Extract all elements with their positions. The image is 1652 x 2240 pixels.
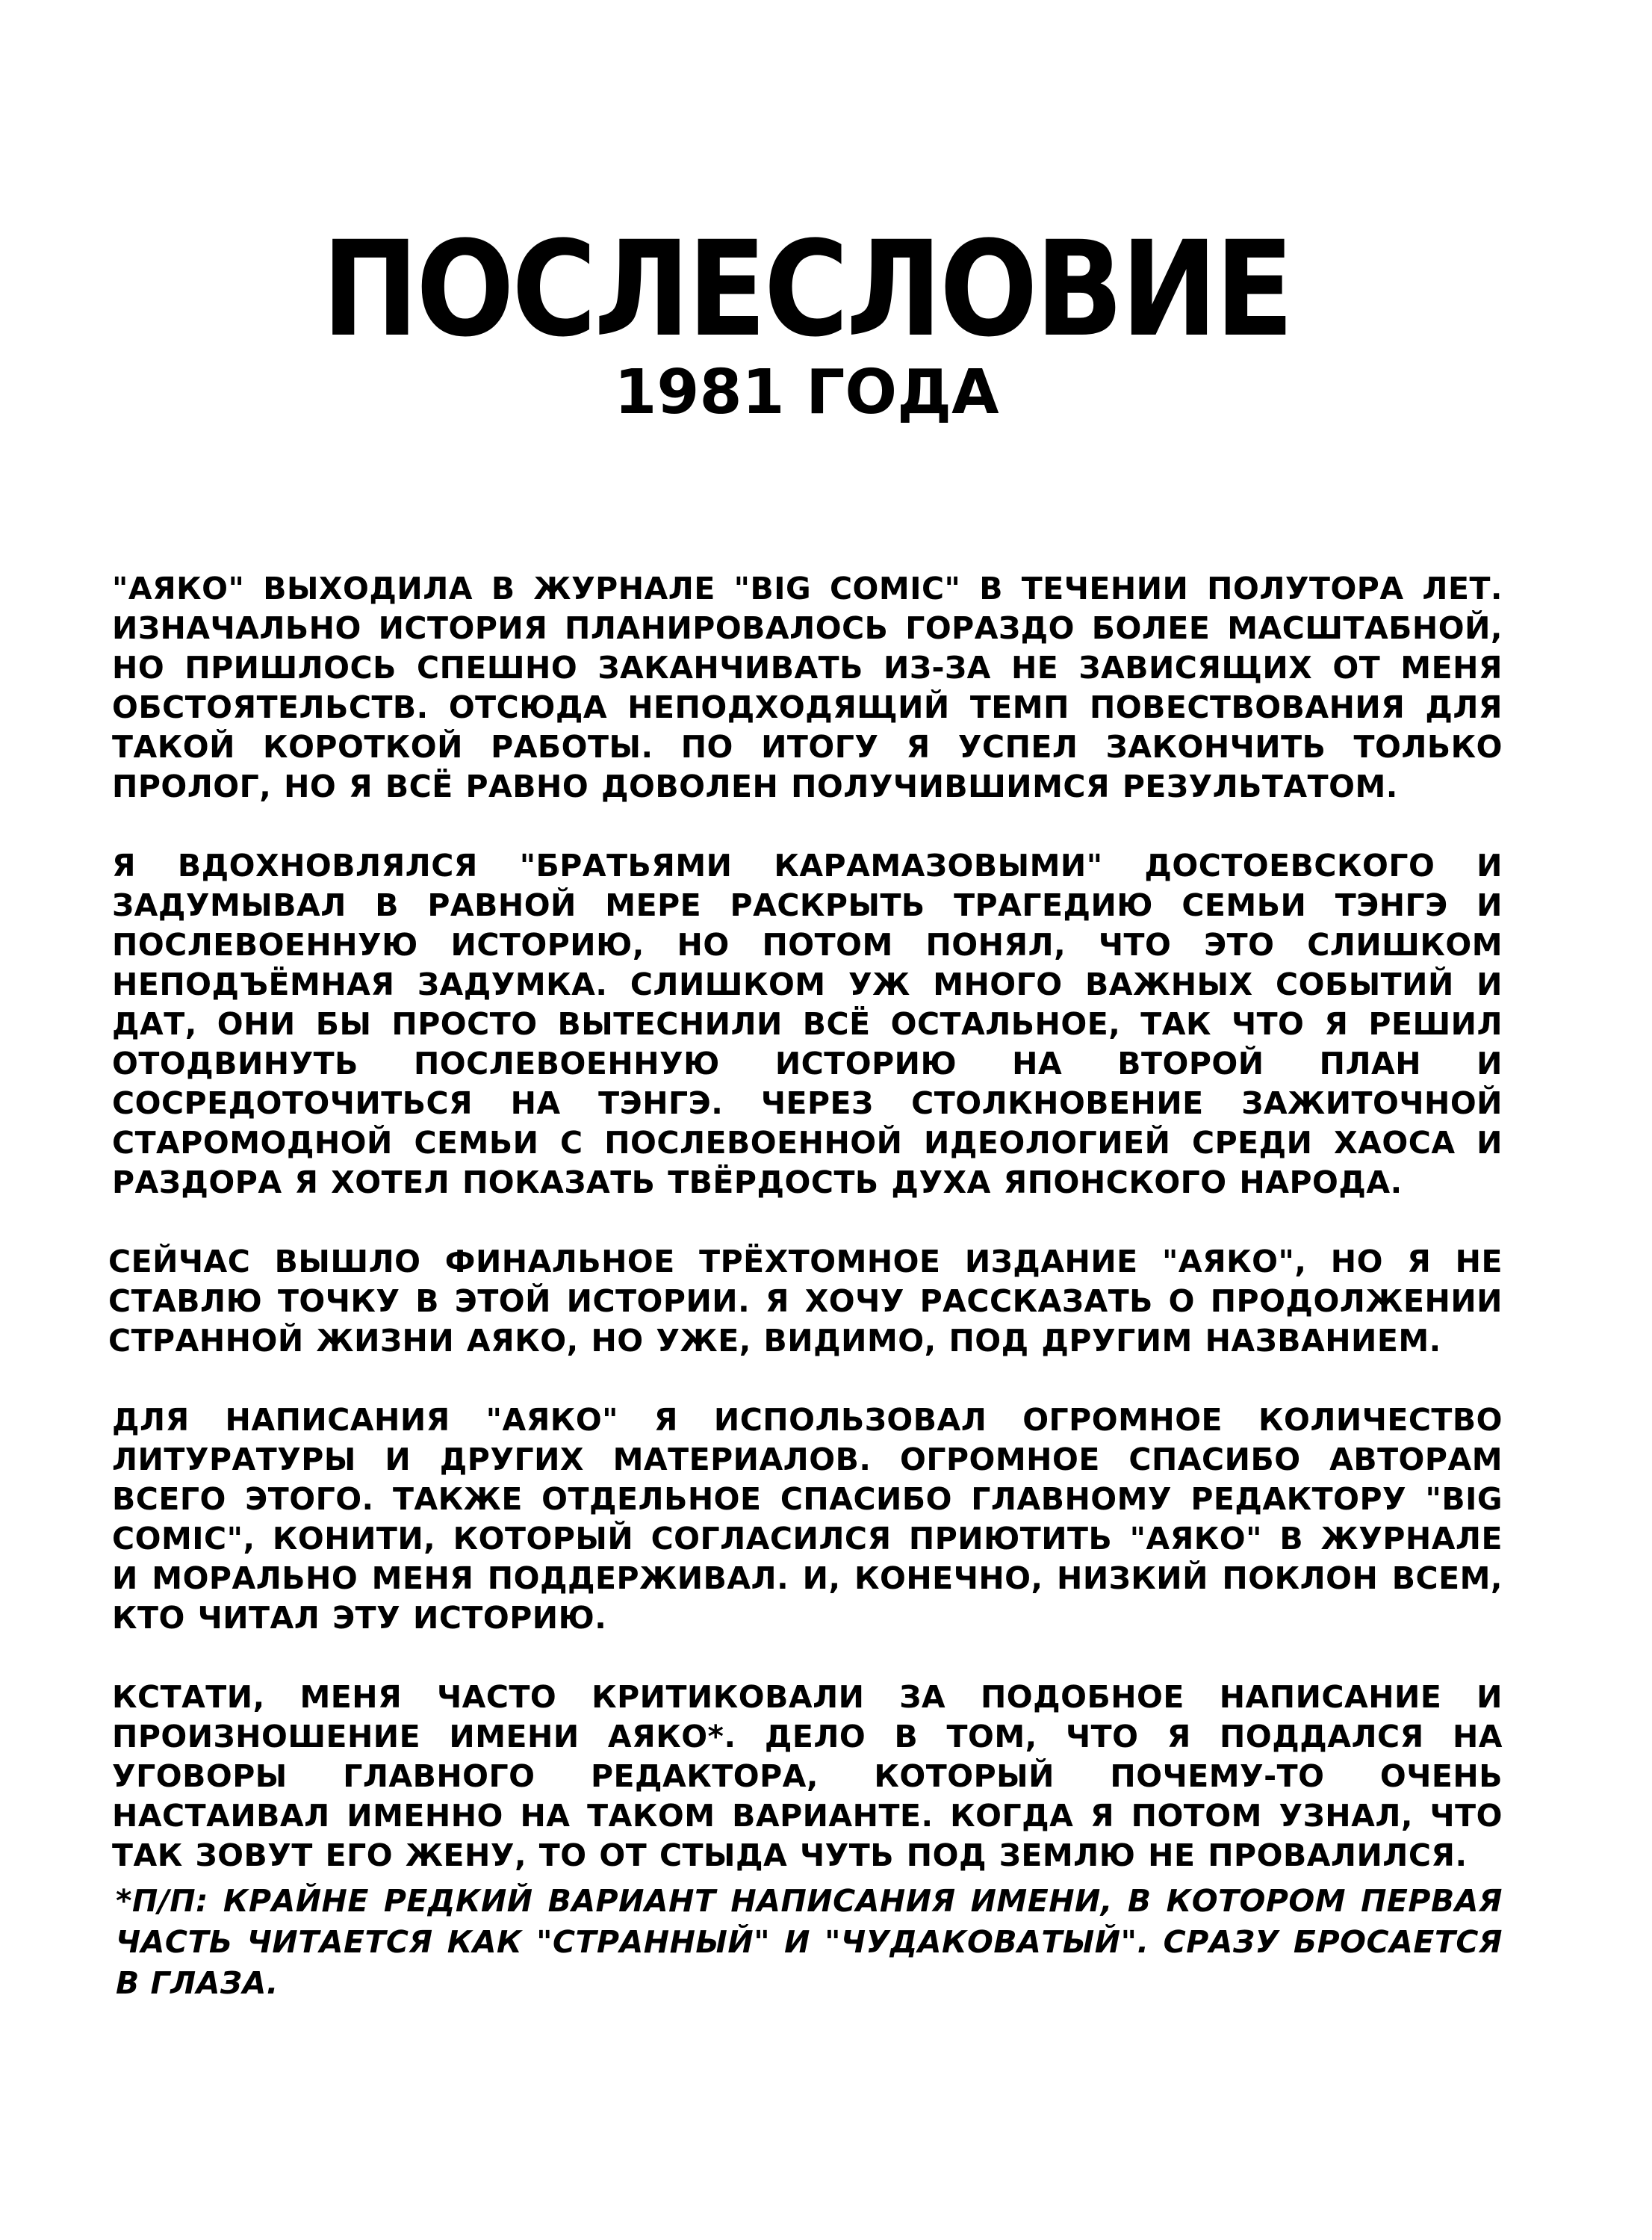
paragraph-acknowledgements: ДЛЯ НАПИСАНИЯ "АЯКО" Я ИСПОЛЬЗОВАЛ ОГРОМНОЕ КОЛИЧЕСТВО ЛИТУРАТУРЫ И ДРУГИХ МАТЕРИАЛОВ. ОГРОМНОЕ СПАСИБО АВТОРАМ ВСЕГО ЭТОГО. ТАКЖЕ ОТДЕЛЬНОЕ СПАСИБО ГЛАВНОМУ РЕДАКТОРУ "BIG COMIC", КОНИТИ, КОТОРЫЙ СОГЛАСИЛСЯ ПРИЮТИТЬ "АЯКО" В ЖУРНАЛЕ И МОРАЛЬНО МЕНЯ ПОДДЕРЖИВАЛ. И, КОНЕЧНО, НИЗКИЙ ПОКЛОН ВСЕМ, КТО ЧИТАЛ ЭТУ ИСТОРИЮ. xyxy=(112,1402,1503,1636)
paragraph-inspiration: Я ВДОХНОВЛЯЛСЯ "БРАТЬЯМИ КАРАМАЗОВЫМИ" ДОСТОЕВСКОГО И ЗАДУМЫВАЛ В РАВНОЙ МЕРЕ РАСКРЫТЬ ТРАГЕДИЮ СЕМЬИ ТЭНГЭ И ПОСЛЕВОЕННУЮ ИСТОРИЮ, НО ПОТОМ ПОНЯЛ, ЧТО ЭТО СЛИШКОМ НЕПОДЪЁМНАЯ ЗАДУМКА. СЛИШКОМ УЖ МНОГО ВАЖНЫХ СОБЫТИЙ И ДАТ, ОНИ БЫ ПРОСТО ВЫТЕСНИЛИ ВСЁ ОСТАЛЬНОЕ, ТАК ЧТО Я РЕШИЛ ОТОДВИНУТЬ ПОСЛЕВОЕННУЮ ИСТОРИЮ НА ВТОРОЙ ПЛАН И СОСРЕДОТОЧИТЬСЯ НА ТЭНГЭ. ЧЕРЕЗ СТОЛКНОВЕНИЕ ЗАЖИТОЧНОЙ СТАРОМОДНОЙ СЕМЬИ С ПОСЛЕВОЕННОЙ ИДЕОЛОГИЕЙ СРЕДИ ХАОСА И РАЗДОРА Я ХОТЕЛ ПОКАЗАТЬ ТВЁРДОСТЬ ДУХА ЯПОНСКОГО НАРОДА. xyxy=(112,848,1503,1200)
paragraph-final-edition: СЕЙЧАС ВЫШЛО ФИНАЛЬНОЕ ТРЁХТОМНОЕ ИЗДАНИЕ "АЯКО", НО Я НЕ СТАВЛЮ ТОЧКУ В ЭТОЙ ИСТОРИИ. Я ХОЧУ РАССКАЗАТЬ О ПРОДОЛЖЕНИИ СТРАННОЙ ЖИЗНИ АЯКО, НО УЖЕ, ВИДИМО, ПОД ДРУГИМ НАЗВАНИЕМ. xyxy=(108,1244,1503,1359)
paragraph-publication-history: "АЯКО" ВЫХОДИЛА В ЖУРНАЛЕ "BIG COMIC" В ТЕЧЕНИИ ПОЛУТОРА ЛЕТ. ИЗНАЧАЛЬНО ИСТОРИЯ ПЛАНИРОВАЛОСЬ ГОРАЗДО БОЛЕЕ МАСШТАБНОЙ, НО ПРИШЛОСЬ СПЕШНО ЗАКАНЧИВАТЬ ИЗ-ЗА НЕ ЗАВИСЯЩИХ ОТ МЕНЯ ОБСТОЯТЕЛЬСТВ. ОТСЮДА НЕПОДХОДЯЩИЙ ТЕМП ПОВЕСТВОВАНИЯ ДЛЯ ТАКОЙ КОРОТКОЙ РАБОТЫ. ПО ИТОГУ Я УСПЕЛ ЗАКОНЧИТЬ ТОЛЬКО ПРОЛОГ, НО Я ВСЁ РАВНО ДОВОЛЕН ПОЛУЧИВШИМСЯ РЕЗУЛЬТАТОМ. xyxy=(112,571,1503,804)
page-title: ПОСЛЕСЛОВИЕ xyxy=(321,213,1292,366)
translator-footnote: *П/П: КРАЙНЕ РЕДКИЙ ВАРИАНТ НАПИСАНИЯ ИМЕНИ, В КОТОРОМ ПЕРВАЯ ЧАСТЬ ЧИТАЕТСЯ КАК "СТРАННЫЙ" И "ЧУДАКОВАТЫЙ". СРАЗУ БРОСАЕТСЯ В ГЛАЗА. xyxy=(116,1883,1503,2001)
page-subtitle-year: 1981 ГОДА xyxy=(614,357,999,428)
afterword-body xyxy=(108,569,1503,1915)
paragraph-name-spelling: КСТАТИ, МЕНЯ ЧАСТО КРИТИКОВАЛИ ЗА ПОДОБНОЕ НАПИСАНИЕ И ПРОИЗНОШЕНИЕ ИМЕНИ АЯКО*. ДЕЛО В ТОМ, ЧТО Я ПОДДАЛСЯ НА УГОВОРЫ ГЛАВНОГО РЕДАКТОРА, КОТОРЫЙ ПОЧЕМУ-ТО ОЧЕНЬ НАСТАИВАЛ ИМЕННО НА ТАКОМ ВАРИАНТЕ. КОГДА Я ПОТОМ УЗНАЛ, ЧТО ТАК ЗОВУТ ЕГО ЖЕНУ, ТО ОТ СТЫДА ЧУТЬ ПОД ЗЕМЛЮ НЕ ПРОВАЛИЛСЯ. xyxy=(112,1679,1503,1873)
